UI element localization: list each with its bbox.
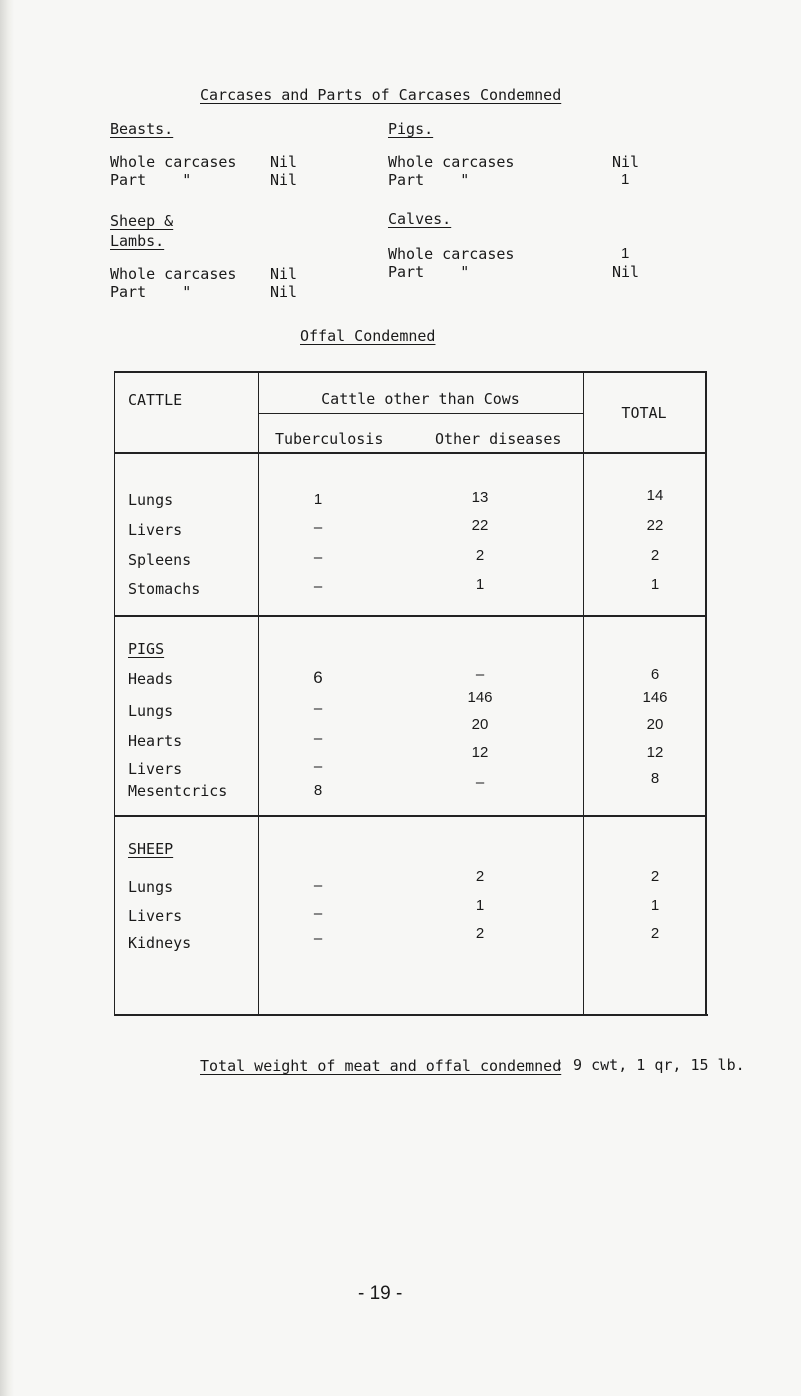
pigs-row-tb: 6 xyxy=(313,668,323,687)
calves-whole-label: Whole carcases xyxy=(388,245,515,263)
sheep-whole-value: Nil xyxy=(270,265,298,283)
pigs-section-heading: PIGS xyxy=(128,640,165,658)
header-total: TOTAL xyxy=(621,404,667,422)
header-cattle: CATTLE xyxy=(128,391,183,409)
sheep-part-label: Part " xyxy=(110,283,192,301)
pigs-row-tb: – xyxy=(313,730,323,747)
left-border xyxy=(114,371,115,1016)
pigs-row-label: Heads xyxy=(128,670,174,688)
pigs-row-other: 20 xyxy=(471,716,489,733)
pigs-row-tb: – xyxy=(313,758,323,775)
beasts-heading: Beasts. xyxy=(110,120,174,138)
pigs-whole-value: Nil xyxy=(612,153,640,171)
pigs-row-total: 6 xyxy=(650,666,660,683)
calves-part-value: Nil xyxy=(612,263,640,281)
header-bottom-border xyxy=(114,452,706,454)
cattle-row-tb: – xyxy=(313,519,323,536)
offal-heading: Offal Condemned xyxy=(300,327,436,345)
calves-heading: Calves. xyxy=(388,210,452,228)
total-column-divider xyxy=(583,371,584,1016)
sheep-whole-label: Whole carcases xyxy=(110,265,237,283)
beasts-part-label: Part " xyxy=(110,171,192,189)
pigs-row-total: 12 xyxy=(646,744,664,761)
cattle-row-total: 14 xyxy=(646,487,664,504)
sheep-row-total: 1 xyxy=(650,897,660,914)
table-top-border xyxy=(114,371,706,373)
pigs-row-other: – xyxy=(475,774,485,791)
pigs-whole-label: Whole carcases xyxy=(388,153,515,171)
calves-part-label: Part " xyxy=(388,263,470,281)
sheep-row-label: Kidneys xyxy=(128,934,192,952)
pigs-row-tb: 8 xyxy=(313,782,323,799)
cattle-row-tb: – xyxy=(313,578,323,595)
cattle-row-tb: 1 xyxy=(313,491,323,508)
sheep-row-tb: – xyxy=(313,905,323,922)
table-bottom-border xyxy=(114,1014,708,1016)
sheep-row-total: 2 xyxy=(650,868,660,885)
calves-whole-value: 1 xyxy=(621,245,630,262)
sheep-row-other: 2 xyxy=(475,868,485,885)
sheep-row-other: 2 xyxy=(475,925,485,942)
beasts-whole-value: Nil xyxy=(270,153,298,171)
sheep-row-total: 2 xyxy=(650,925,660,942)
pigs-part-value: 1 xyxy=(621,171,630,188)
cattle-row-total: 1 xyxy=(650,576,660,593)
pigs-row-label: Livers xyxy=(128,760,183,778)
cattle-row-total: 22 xyxy=(646,517,664,534)
right-border xyxy=(705,371,707,1016)
cattle-row-other: 13 xyxy=(471,489,489,506)
header-other-diseases: Other diseases xyxy=(435,430,562,448)
pigs-row-label: Hearts xyxy=(128,732,183,750)
sheep-heading-line1: Sheep & xyxy=(110,212,174,230)
cattle-row-label: Stomachs xyxy=(128,580,201,598)
page-edge-shadow xyxy=(0,0,14,1396)
pigs-row-total: 8 xyxy=(650,770,660,787)
sheep-heading-line2: Lambs. xyxy=(110,232,165,250)
cattle-row-total: 2 xyxy=(650,547,660,564)
total-weight-value: : 9 cwt, 1 qr, 15 lb. xyxy=(555,1056,745,1074)
sheep-section-heading: SHEEP xyxy=(128,840,174,858)
pigs-row-label: Mesentcrics xyxy=(128,782,228,800)
pigs-row-other: – xyxy=(475,666,485,683)
pigs-row-total: 146 xyxy=(642,689,668,706)
pigs-section-border xyxy=(114,815,706,817)
sheep-row-tb: – xyxy=(313,877,323,894)
total-weight-label: Total weight of meat and offal condemned xyxy=(200,1057,562,1075)
pigs-row-other: 146 xyxy=(467,689,493,706)
header-cattle-other-than-cows: Cattle other than Cows xyxy=(321,390,520,408)
page-number: - 19 - xyxy=(358,1283,403,1304)
beasts-part-value: Nil xyxy=(270,171,298,189)
pigs-heading: Pigs. xyxy=(388,120,434,138)
cattle-section-border xyxy=(114,615,706,617)
pigs-row-other: 12 xyxy=(471,744,489,761)
cattle-row-tb: – xyxy=(313,549,323,566)
cattle-row-other: 2 xyxy=(475,547,485,564)
pigs-row-label: Lungs xyxy=(128,702,174,720)
label-column-divider xyxy=(258,371,259,1016)
sheep-row-label: Livers xyxy=(128,907,183,925)
cattle-row-label: Lungs xyxy=(128,491,174,509)
pigs-row-total: 20 xyxy=(646,716,664,733)
pigs-part-label: Part " xyxy=(388,171,470,189)
sheep-part-value: Nil xyxy=(270,283,298,301)
header-tuberculosis: Tuberculosis xyxy=(275,430,384,448)
sheep-row-tb: – xyxy=(313,930,323,947)
sheep-row-other: 1 xyxy=(475,897,485,914)
cattle-row-label: Livers xyxy=(128,521,183,539)
cattle-row-other: 1 xyxy=(475,576,485,593)
page-title: Carcases and Parts of Carcases Condemned xyxy=(200,86,562,104)
cattle-row-other: 22 xyxy=(471,517,489,534)
cattle-row-label: Spleens xyxy=(128,551,192,569)
beasts-whole-label: Whole carcases xyxy=(110,153,237,171)
pigs-row-tb: – xyxy=(313,700,323,717)
sheep-row-label: Lungs xyxy=(128,878,174,896)
header-divider xyxy=(258,413,583,414)
